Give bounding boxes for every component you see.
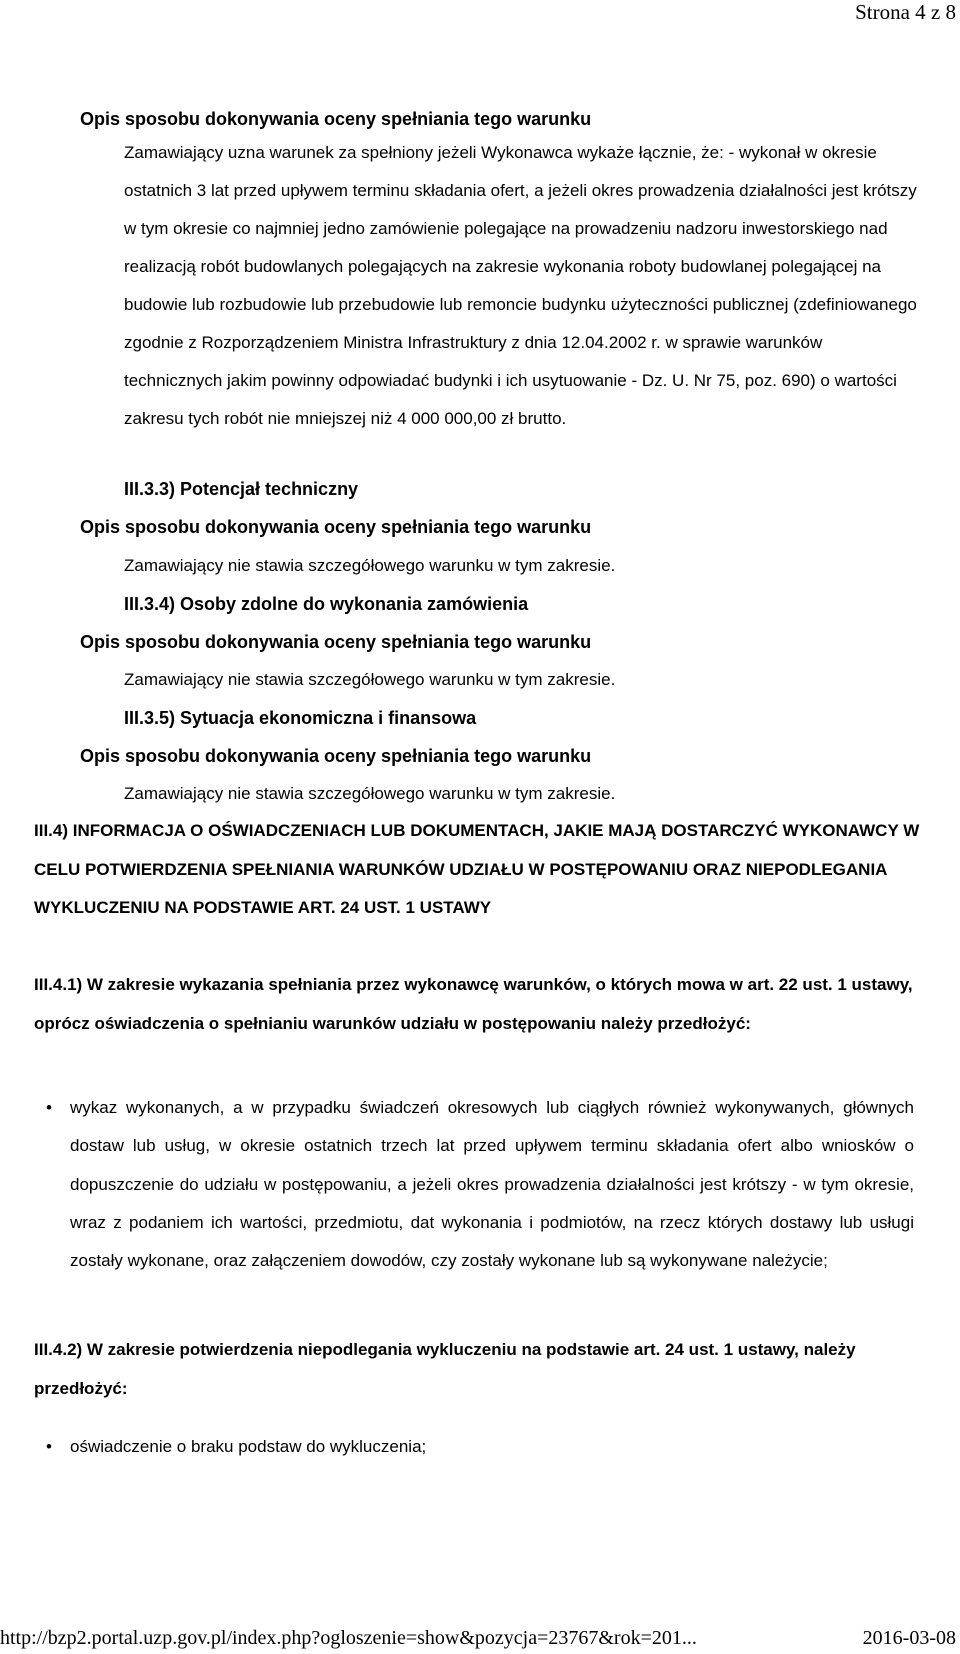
condition-description: Zamawiający nie stawia szczegółowego warunku w tym zakresie. — [124, 784, 616, 803]
bullet-icon: • — [46, 1098, 52, 1117]
section-heading-economic-situation: III.3.5) Sytuacja ekonomiczna i finansowa — [124, 708, 477, 728]
list-item-text: wykaz wykonanych, a w przypadku świadczeń okresowych lub ciągłych również wykonywanych, głównych dostaw lub usług, w okresie ostatnich trzech lat przed upływem terminu składania ofert albo wniosków o dopuszczenie do udziału w postępowaniu, a jeżeli okres prowadzenia działalności jest krótszy - w tym okresie, wraz z podaniem ich wartości, przedmiotu, dat wykonania i podmiotów, na rzecz których dostawy lub usługi zostały wykonane, oraz załączeniem dowodów, czy zostały wykonane lub są wykonywane należycie; — [70, 1098, 914, 1271]
page-url: http://bzp2.portal.uzp.gov.pl/index.php?ogloszenie=show&pozycja=23767&rok=201... — [0, 1627, 697, 1649]
list-item — [34, 1089, 914, 1280]
section-heading-personnel: III.3.4) Osoby zdolne do wykonania zamówienia — [124, 594, 529, 614]
assessment-label: Opis sposobu dokonywania oceny spełniania tego warunku — [80, 632, 592, 652]
condition-description: Zamawiający uzna warunek za spełniony jeżeli Wykonawca wykaże łącznie, że: - wykonał w okresie ostatnich 3 lat przed upływem terminu składania ofert, a jeżeli okres prowadzenia działalności jest krótszy w tym okresie co najmniej jedno zamówienie polegające na prowadzeniu nadzoru inwestorskiego nad realizacją robót budowlanych polegających na zakresie wykonania roboty budowlanej polegającej na budowie lub rozbudowie lub przebudowie lub remoncie budynku użyteczności publicznej (zdefiniowanego zgodnie z Rozporządzeniem Ministra Infrastruktury z dnia 12.04.2002 r. w sprawie warunków technicznych jakim powinny odpowiadać budynki i ich usytuowanie - Dz. U. Nr 75, poz. 690) o wartości zakresu tych robót nie mniejszej niż 4 000 000,00 zł brutto. — [124, 143, 917, 428]
section-heading-exclusion-proof: III.4.2) W zakresie potwierdzenia niepodlegania wykluczeniu na podstawie art. 24 ust. 1 ustawy, należy przedłożyć: — [34, 1340, 856, 1398]
section-heading-technical-potential: III.3.3) Potencjał techniczny — [124, 479, 359, 499]
list-item-text: oświadczenie o braku podstaw do wykluczenia; — [70, 1437, 427, 1456]
print-date: 2016-03-08 — [862, 1627, 956, 1649]
condition-description: Zamawiający nie stawia szczegółowego warunku w tym zakresie. — [124, 556, 616, 575]
assessment-label: Opis sposobu dokonywania oceny spełniania tego warunku — [80, 746, 592, 766]
list-item — [34, 1428, 914, 1466]
condition-description: Zamawiający nie stawia szczegółowego warunku w tym zakresie. — [124, 670, 616, 689]
assessment-label: Opis sposobu dokonywania oceny spełniania tego warunku — [80, 517, 592, 537]
bullet-icon: • — [46, 1437, 52, 1456]
section-heading-documents: III.4) INFORMACJA O OŚWIADCZENIACH LUB DOKUMENTACH, JAKIE MAJĄ DOSTARCZYĆ WYKONAWCY W CELU POTWIERDZENIA SPEŁNIANIA WARUNKÓW UDZIAŁU W POSTĘPOWANIU ORAZ NIEPODLEGANIA WYKLUCZENIU NA PODSTAWIE ART. 24 UST. 1 USTAWY — [34, 821, 920, 917]
page-number: Strona 4 z 8 — [855, 0, 956, 24]
section-heading-conditions-proof: III.4.1) W zakresie wykazania spełniania przez wykonawcę warunków, o których mowa w art. 22 ust. 1 ustawy, oprócz oświadczenia o spełnianiu warunków udziału w postępowaniu należy przedłożyć: — [34, 975, 913, 1033]
assessment-label: Opis sposobu dokonywania oceny spełniania tego warunku — [80, 109, 592, 129]
